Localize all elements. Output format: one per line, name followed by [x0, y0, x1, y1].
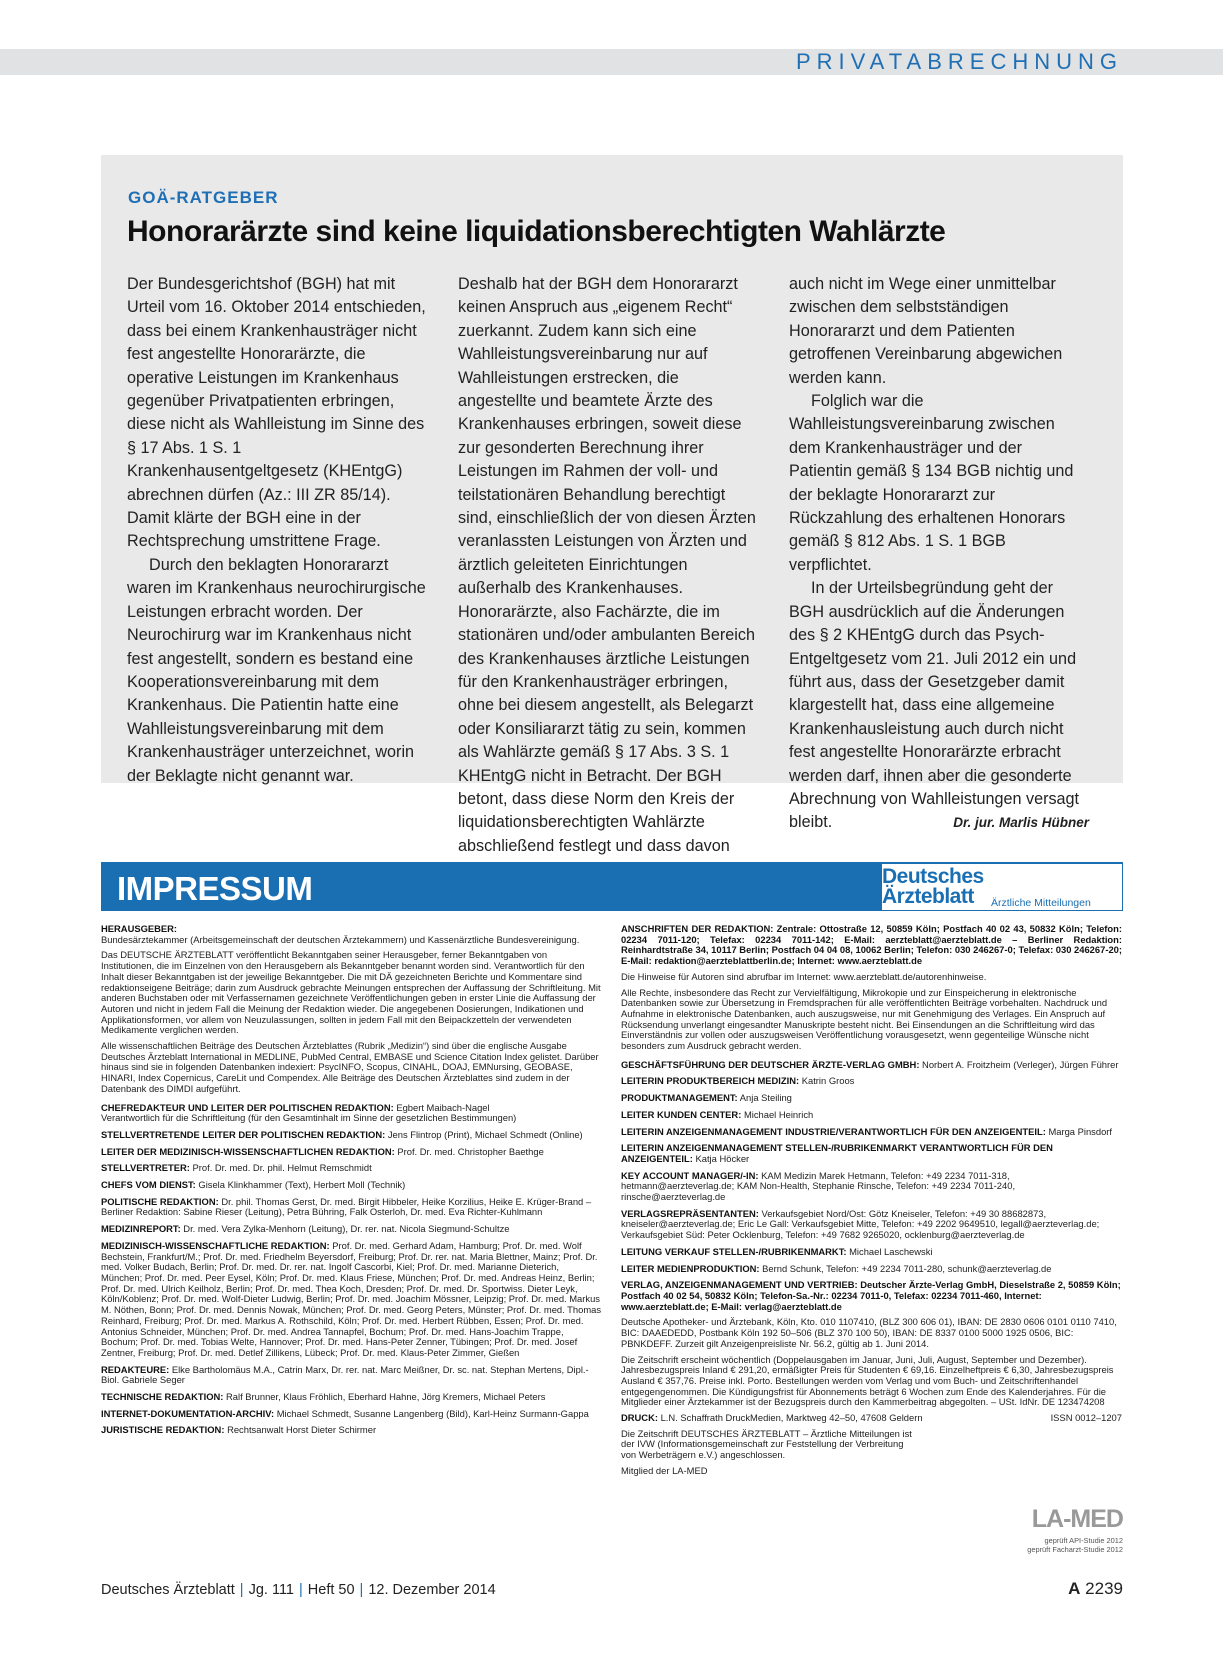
impressum-row-text: Michael Laschewski: [849, 1245, 933, 1257]
notice-paragraph: Das DEUTSCHE ÄRZTEBLATT veröffentlicht Bekanntgaben seiner Herausgeber, ferner Bekanntgaben von Institutionen, die im Einzelnen von den Herausgebern als Bekanntgeber benannt worden sind. Verantwortlich für den Inhalt dieser Bekanntgaben ist der jeweilige Bekanntgeber. Die mit DÄ gezeichneten Berichte und Kommentare sind redaktionseigene Beiträge; darin zum Ausdruck gebrachte Meinungen entsprechen der Auffassung der Schriftleitung. Mit anderen Buchstaben oder mit Verfassernamen gezeichnete Veröffentlichungen geben in erster Linie die Auffassung der Autoren und nicht in jedem Fall die Meinung der Redaktion wieder. Die angegebenen Dosierungen, Indikationen und Applikationsformen, vor allem von Neuzulassungen, sollten in jedem Fall mit den Beipackzetteln der verwendeten Medikamente verglichen werden.: [101, 949, 601, 1036]
article-column-1: [127, 273, 427, 788]
separator: |: [299, 1582, 303, 1598]
impressum-row: [621, 1076, 1122, 1087]
issue-date: 12. Dezember 2014: [368, 1582, 496, 1598]
page-value: 2239: [1085, 1579, 1123, 1598]
paragraph: Deshalb hat der BGH dem Honorararzt keinen Anspruch aus „eigenem Recht“ zuerkannt. Zudem kann sich eine Wahlleistungsvereinbarung nur auf Wahlleistungen erstrecken, die angestellte und beamtete Ärzte des Krankenhauses erbringen, soweit diese zur gesonderten Berechnung ihrer Leistungen im Rahmen der voll- und teilstationären Behandlung berechtigt sind, einschließlich der von diesen Ärzten veranlassten Leistungen von Ärzten und ärztlich geleiteten Einrichtungen außerhalb des Krankenhauses. Honorarärzte, also Fachärzte, die im stationären und/oder ambulanten Bereich des Krankenhauses ärztliche Leistungen für den Krankenhausträger erbringen, ohne bei diesem angestellt, als Belegarzt oder Konsiliararzt tätig zu sein, kommen als Wahlärzte gemäß § 17 Abs. 3 S. 1 KHEntgG nicht in Betracht. Der BGH betont, dass diese Norm den Kreis der liquidationsberechtigten Wahlärzte abschließend festlegt und dass davon: [458, 275, 756, 855]
impressum-row-text: Dr. phil. Thomas Gerst, Dr. med. Birgit Hibbeler, Heike Korzilius, Heike E. Krüger-Brand – Berliner Redaktion: Sabine Rieser (Leitung), Petra Bühring, Falk Osterloh, Dr. med. Eva Richter-Kuhlmann: [101, 1195, 592, 1218]
impressum-row-label: MEDIZINISCH-WISSENSCHAFTLICHE REDAKTION:: [101, 1239, 330, 1251]
section-label: PRIVATABRECHNUNG: [795, 49, 1123, 74]
staff-list: [101, 1103, 602, 1437]
impressum-row-text: Prof. Dr. med. Christopher Baethge: [397, 1145, 544, 1157]
impressum-header: [101, 862, 1123, 911]
impressum-row-label: LEITER KUNDEN CENTER:: [621, 1108, 742, 1120]
paragraph: Der Bundesgerichtshof (BGH) hat mit Urteil vom 16. Oktober 2014 entschieden, dass bei einem Krankenhausträger nicht fest angestellte Honorarärzte, die operative Leistungen im Krankenhaus gegenüber Privatpatienten erbringen, diese nicht als Wahlleistung im Sinne des § 17 Abs. 1 S. 1 Krankenhausentgeltgesetz (KHEntgG) abrechnen dürfen (Az.: III ZR 85/14). Damit klärte der BGH eine in der Rechtsprechung umstrittene Frage.: [127, 275, 426, 551]
separator: |: [239, 1582, 244, 1598]
impressum-row-text: KAM Medizin Marek Hetmann, Telefon: +49 2234 7011-318, hetmann@aerzteverlag.de; KAM Non-Health, Stephanie Rinsche, Telefon: +49 2234 7011-240, rinsche@aerzteverlag.de: [621, 1169, 1016, 1203]
impressum-row-text: Ralf Brunner, Klaus Fröhlich, Eberhard Hahne, Jörg Kremers, Michael Peters: [226, 1391, 546, 1403]
paragraph-text: In der Urteilsbegründung geht der BGH ausdrücklich auf die Änderungen des § 2 KHEntgG durch das Psych-Entgeltgesetz vom 21. Juli 2012 ein und führt aus, dass der Gesetzgeber damit klargestellt hat, dass eine allgemeine Krankenhausleistung auch durch nicht fest angestellte Honorarärzte erbracht werden darf, ihnen aber die gesonderte Abrechnung von Wahlleistungen versagt bleibt.: [789, 579, 1080, 832]
impressum-row-label: LEITUNG VERKAUF STELLEN-/RUBRIKENMARKT:: [621, 1245, 847, 1257]
impressum-right-column: [621, 924, 1122, 1482]
impressum-row-label: STELLVERTRETENDE LEITER DER POLITISCHEN REDAKTION:: [101, 1128, 386, 1140]
impressum-row-text: Prof. Dr. med. Dr. phil. Helmut Remschmidt: [192, 1162, 372, 1174]
impressum-row: [101, 1147, 602, 1158]
article-author: Dr. jur. Marlis Hübner: [953, 815, 1089, 831]
issue: Heft 50: [307, 1582, 355, 1598]
database-paragraph: Alle wissenschaftlichen Beiträge des Deutschen Ärzteblattes (Rubrik „Medizin“) sind über die englische Ausgabe Deutsches Ärzteblatt International in MEDLINE, PubMed Central, EMBASE und Science Citation Index gelistet. Darüber hinaus sind sie in folgenden Datenbanken indexiert: PsycINFO, Scopus, CINAHL, DOAJ, EMNursing, GEOBASE, HINARI, Index Copernicus, CareLit und Compendex. Alle Beiträge des Deutschen Ärzteblattes sind zudem in der Datenbank des DIMDI aufgeführt.: [101, 1040, 599, 1094]
impressum-row-text: Michael Schmedt, Susanne Langenberg (Bild), Karl-Heinz Surmann-Gappa: [276, 1407, 589, 1419]
print-text: L.N. Schaffrath DruckMedien, Marktweg 42–50, 47608 Geldern: [660, 1412, 923, 1424]
impressum-row-label: LEITERIN PRODUKTBEREICH MEDIZIN:: [621, 1075, 800, 1087]
impressum-row-label: KEY ACCOUNT MANAGER/-IN:: [621, 1169, 759, 1181]
impressum-row: [101, 1241, 602, 1359]
impressum-row: [101, 1130, 602, 1141]
impressum-row-label: LEITER DER MEDIZINISCH-WISSENSCHAFTLICHEN REDAKTION:: [101, 1145, 395, 1157]
impressum-row: [621, 1143, 1122, 1164]
impressum-row-text: Norbert A. Froitzheim (Verleger), Jürgen Führer: [922, 1058, 1119, 1070]
impressum-row: [621, 1093, 1122, 1104]
management-list: [621, 1060, 1122, 1275]
article-kicker: GOÄ-RATGEBER: [128, 188, 279, 207]
impressum-row: [101, 1197, 602, 1218]
impressum-row-label: MEDIZINREPORT:: [101, 1223, 181, 1235]
lamed-member: Mitglied der LA-MED: [621, 1464, 708, 1476]
impressum-row-text: Jens Flintrop (Print), Michael Schmedt (Online): [387, 1128, 583, 1140]
author-guidelines: Die Hinweise für Autoren sind abrufbar im Internet: www.aerzteblatt.de/autorenhinweise.: [621, 970, 987, 982]
impressum-row-text: Rechtsanwalt Horst Dieter Schirmer: [227, 1424, 377, 1436]
print-label: DRUCK:: [621, 1412, 658, 1424]
address-text: Zentrale: Ottostraße 12, 50859 Köln; Postfach 40 02 43, 50832 Köln; Telefon: 02234 7011-120; Telefax: 02234 7011-142; E-Mail: aerzteblatt@aerzteblatt.de – Berliner Redaktion: Reinhardtstraße 34, 10117 Berlin; Postfach 04 04 08, 10062 Berlin; Telefon: 030 246267-0; Telefax: 030 246267-20; E-Mail: redaktion@aerzteblattberlin.de; Internet: www.aerzteblatt.de: [621, 923, 1122, 967]
publisher-text: Bundesärztekammer (Arbeitsgemeinschaft der deutschen Ärztekammern) und Kassenärztliche Bundesvereinigung.: [101, 933, 580, 945]
impressum-row: [101, 1224, 602, 1235]
volume: Jg. 111: [248, 1582, 294, 1598]
impressum-row-text: Bernd Schunk, Telefon: +49 2234 7011-280, schunk@aerzteverlag.de: [762, 1262, 1052, 1274]
impressum-left-column: [101, 924, 602, 1442]
footer: [101, 1582, 496, 1598]
paragraph: Durch den beklagten Honorararzt waren im Krankenhaus neurochirurgische Leistungen erbracht worden. Der Neurochirurg war im Krankenhaus nicht fest angestellt, sondern es bestand eine Kooperationsvereinbarung mit dem Krankenhaus. Die Patientin hatte eine Wahlleistungsvereinbarung mit dem Krankenhausträger unterzeichnet, worin der Beklagte nicht genannt war.: [127, 555, 426, 785]
print-info: [621, 1413, 1122, 1424]
subscription-info: Die Zeitschrift erscheint wöchentlich (Doppelausgaben im Januar, Juni, Juli, August, September und Dezember). Jahresbezugspreis Inland € 291,20, ermäßigter Preis für Studenten € 69,16. Einzelheftpreis € 6,30, Jahresbezugspreis Ausland € 357,76. Preise inkl. Porto. Bestellungen werden vom Verlag und vom Buch- und Zeitschriftenhandel entgegengenommen. Die Kündigungsfrist für Abonnements beträgt 6 Wochen zum Ende des Kalenderjahres. Für die Mitglieder einer Ärztekammer ist der Bezugspreis durch den Kammerbeitrag abgegolten. – USt. IdNr. DE 123474208: [621, 1353, 1114, 1408]
address-block: [621, 924, 1122, 967]
lamed-subtitle-1: geprüft API-Studie 2012: [1044, 1536, 1123, 1545]
page-prefix: A: [1068, 1579, 1081, 1598]
impressum-row-label: JURISTISCHE REDAKTION:: [101, 1424, 225, 1436]
impressum-row: [101, 1103, 602, 1124]
article-column-3: [789, 273, 1089, 835]
impressum-row: [621, 1247, 1122, 1258]
paragraph: auch nicht im Wege einer unmittelbar zwischen dem selbstständigen Honorararzt und dem Patienten getroffenen Vereinbarung abgewichen werden kann.: [789, 275, 1063, 387]
impressum-title: IMPRESSUM: [117, 870, 313, 907]
publisher-address-label: VERLAG, ANZEIGENMANAGEMENT UND VERTRIEB:: [621, 1279, 858, 1291]
impressum-row-label: INTERNET-DOKUMENTATION-ARCHIV:: [101, 1407, 275, 1419]
impressum-row-label: GESCHÄFTSFÜHRUNG DER DEUTSCHER ÄRZTE-VERLAG GMBH:: [621, 1058, 920, 1070]
ivw-info: Die Zeitschrift DEUTSCHES ÄRZTEBLATT – Ärztliche Mitteilungen ist der IVW (Informationsgemeinschaft zur Feststellung der Verbreitung von Werbeträgern e.V.) angeschlossen.: [621, 1427, 912, 1461]
issn: ISSN 0012–1207: [1050, 1412, 1122, 1424]
brand-line-1: Deutsches: [882, 865, 984, 888]
lamed-badge: [1003, 1505, 1123, 1555]
bank-details: Deutsche Apotheker- und Ärztebank, Köln, Kto. 010 1107410, (BLZ 300 606 01), IBAN: DE 2830 0606 0101 0110 7410, BIC: DAAEDEDD, Postbank Köln 192 50–506 (BLZ 370 100 50), IBAN: DE 8337 0100 5000 1925 0506, BIC: PBNKDEFF. Zurzeit gilt Anzeigenpreisliste Nr. 56.2, gültig ab 1. Juni 2014.: [621, 1316, 1117, 1349]
impressum-row-text: Prof. Dr. med. Gerhard Adam, Hamburg; Prof. Dr. med. Wolf Bechstein, Frankfurt/M.; Prof. Dr. med. Friedhelm Beyersdorf, Freiburg; Prof. Dr. rer. nat. Maria Blettner, Mainz; Prof. Dr. med. Volker Budach, Berlin; Prof. Dr. med. Dr. rer. nat. Ingolf Cascorbi, Kiel; Prof. Dr. med. Marianne Dieterich, München; Prof. Dr. med. Peer Eysel, Köln; Prof. Dr. med. Klaus Friese, München; Prof. Dr. med. Andreas Heinz, Berlin; Prof. Dr. med. Ulrich Keilholz, Berlin; Prof. Dr. med. Thea Koch, Dresden; Prof. Dr. med. Dr. Sportwiss. Dieter Leyk, Köln/Koblenz; Prof. Dr. med. Wolf-Dieter Ludwig, Berlin; Prof. Dr. med. Joachim Mössner, Leipzig; Prof. Dr. med. Markus M. Nöthen, Bonn; Prof. Dr. med. Dennis Nowak, München; Prof. Dr. med. Georg Peters, Münster; Prof. Dr. med. Thomas Reinhard, Freiburg; Prof. Dr. med. Markus A. Rothschild, Köln; Prof. Dr. med. Herbert Rübben, Essen; Prof. Dr. med. Antonius Schneider, München; Prof. Dr. med. Andrea Tannapfel, Bochum; Prof. Dr. med. Hans-Joachim Trappe, Bochum; Prof. Dr. med. Tobias Welte, Hannover; Prof. Dr. med. Hans-Peter Zenner, Tübingen; Prof. Dr. med. Josef Zentner, Freiburg; Prof. Dr. med. Detlef Zillikens, Lübeck; Prof. Dr. med. Klaus-Peter Zimmer, Gießen: [101, 1239, 602, 1358]
impressum-row-label: REDAKTEURE:: [101, 1363, 170, 1375]
impressum-row: [101, 1392, 602, 1403]
impressum-row: [621, 1127, 1122, 1138]
impressum-row-label: VERLAGSREPRÄSENTANTEN:: [621, 1207, 759, 1219]
impressum-row-label: CHEFREDAKTEUR UND LEITER DER POLITISCHEN REDAKTION:: [101, 1101, 394, 1113]
brand-subtitle: Ärztliche Mitteilungen: [991, 897, 1091, 909]
brand-line-2: Ärzteblatt: [882, 885, 974, 908]
brand-logo: [882, 864, 1122, 910]
impressum-row-label: LEITERIN ANZEIGENMANAGEMENT STELLEN-/RUBRIKENMARKT VERANTWORTLICH FÜR DEN ANZEIGENTEIL:: [621, 1142, 1053, 1164]
impressum-row-text: Dr. med. Vera Zylka-Menhorn (Leitung), Dr. rer. nat. Nicola Siegmund-Schultze: [183, 1223, 510, 1235]
article-box: [101, 155, 1123, 855]
rights-paragraph: Alle Rechte, insbesondere das Recht zur Vervielfältigung, Mikrokopie und zur Einspeicherung in elektronische Datenbanken sowie zur Übersetzung in Fremdsprachen für alle veröffentlichten Beiträge vorbehalten. Nachdruck und Aufnahme in elektronische Datenbanken, auch auszugsweise, nur mit Genehmigung des Verlages. Ein Anspruch auf Rücksendung unverlangt eingesandter Manuskripte besteht nicht. Bei Einsendungen an die Schriftleitung wird das Einverständnis zur vollen oder auszugsweisen Veröffentlichung vorausgesetzt, wenn gegenteilige Wünsche nicht besonders zum Ausdruck gebracht werden.: [621, 986, 1108, 1052]
address-label: ANSCHRIFTEN DER REDAKTION:: [621, 923, 774, 934]
impressum-row: [101, 1163, 602, 1174]
publisher-block: [101, 924, 602, 945]
lamed-logo: LA-MED: [1031, 1505, 1123, 1533]
publisher-address: [621, 1280, 1122, 1312]
impressum-row-text: Verkaufsgebiet Nord/Ost: Götz Kneiseler, Telefon: +49 30 88682873, kneiseler@aerzteverlag.de; Eric Le Gall: Verkaufsgebiet Mitte, Telefon: +49 2202 9649510, legall@aerzteverlag.de; Verkaufsgebiet Süd: Peter Ocklenburg, Telefon: +49 7682 9265020, ocklenburg@aerzteverlag.de: [621, 1207, 1100, 1241]
impressum-row-text: Anja Steiling: [739, 1092, 792, 1104]
impressum-row-label: TECHNISCHE REDAKTION:: [101, 1391, 224, 1403]
article-title: Honorarärzte sind keine liquidationsberechtigten Wahlärzte: [127, 215, 946, 248]
page-number: [1068, 1579, 1123, 1599]
impressum-row: [101, 1425, 602, 1436]
article-column-2: [458, 273, 758, 858]
lamed-subtitle-2: geprüft Facharzt-Studie 2012: [1027, 1545, 1123, 1554]
impressum-row-label: STELLVERTRETER:: [101, 1162, 190, 1174]
impressum-row-text: Egbert Maibach-Nagel Verantwortlich für die Schriftleitung (für den Gesamtinhalt im Sinne der gesetzlichen Bestimmungen): [101, 1101, 517, 1124]
publisher-label: HERAUSGEBER:: [101, 923, 178, 934]
impressum-row-text: Katrin Groos: [801, 1075, 855, 1087]
impressum-row-text: Katja Höcker: [695, 1152, 750, 1164]
separator: |: [359, 1582, 364, 1598]
impressum-row-text: Gisela Klinkhammer (Text), Herbert Moll (Technik): [198, 1179, 406, 1191]
impressum-row-label: CHEFS VOM DIENST:: [101, 1179, 196, 1191]
impressum-row: [101, 1365, 602, 1386]
impressum-row-label: POLITISCHE REDAKTION:: [101, 1195, 219, 1207]
impressum-row: [621, 1264, 1122, 1275]
impressum-row-label: LEITERIN ANZEIGENMANAGEMENT INDUSTRIE/VERANTWORTLICH FÜR DEN ANZEIGENTEIL:: [621, 1125, 1046, 1137]
impressum-row: [101, 1409, 602, 1420]
publisher-address-text: Deutscher Ärzte-Verlag GmbH, Dieselstraße 2, 50859 Köln; Postfach 40 02 54, 50832 Köln; Telefon-Sa.-Nr.: 02234 7011-0, Telefax: 02234 7011-460, Internet: www.aerzteblatt.de; E-Mail: verlag@aerzteblatt.de: [621, 1279, 1121, 1312]
journal-name: Deutsches Ärzteblatt: [101, 1582, 235, 1598]
impressum-row: [621, 1060, 1122, 1071]
paragraph: [789, 577, 1089, 834]
impressum-row-label: PRODUKTMANAGEMENT:: [621, 1092, 738, 1104]
impressum-row-text: Michael Heinrich: [743, 1108, 814, 1120]
paragraph: Folglich war die Wahlleistungsvereinbarung zwischen dem Krankenhausträger und der Patientin gemäß § 134 BGB nichtig und der beklagte Honorararzt zur Rückzahlung des erhaltenen Honorars gemäß § 812 Abs. 1 S. 1 BGB verpflichtet.: [789, 392, 1074, 574]
impressum-row: [621, 1209, 1122, 1241]
impressum-row: [101, 1180, 602, 1191]
impressum-row: [621, 1171, 1122, 1203]
impressum-row-label: LEITER MEDIENPRODUKTION:: [621, 1262, 760, 1274]
impressum-row-text: Elke Bartholomäus M.A., Catrin Marx, Dr. rer. nat. Marc Meißner, Dr. sc. nat. Stephan Mertens, Dipl.-Biol. Gabriele Seger: [101, 1363, 589, 1386]
impressum-row: [621, 1110, 1122, 1121]
impressum-row-text: Marga Pinsdorf: [1048, 1125, 1113, 1137]
